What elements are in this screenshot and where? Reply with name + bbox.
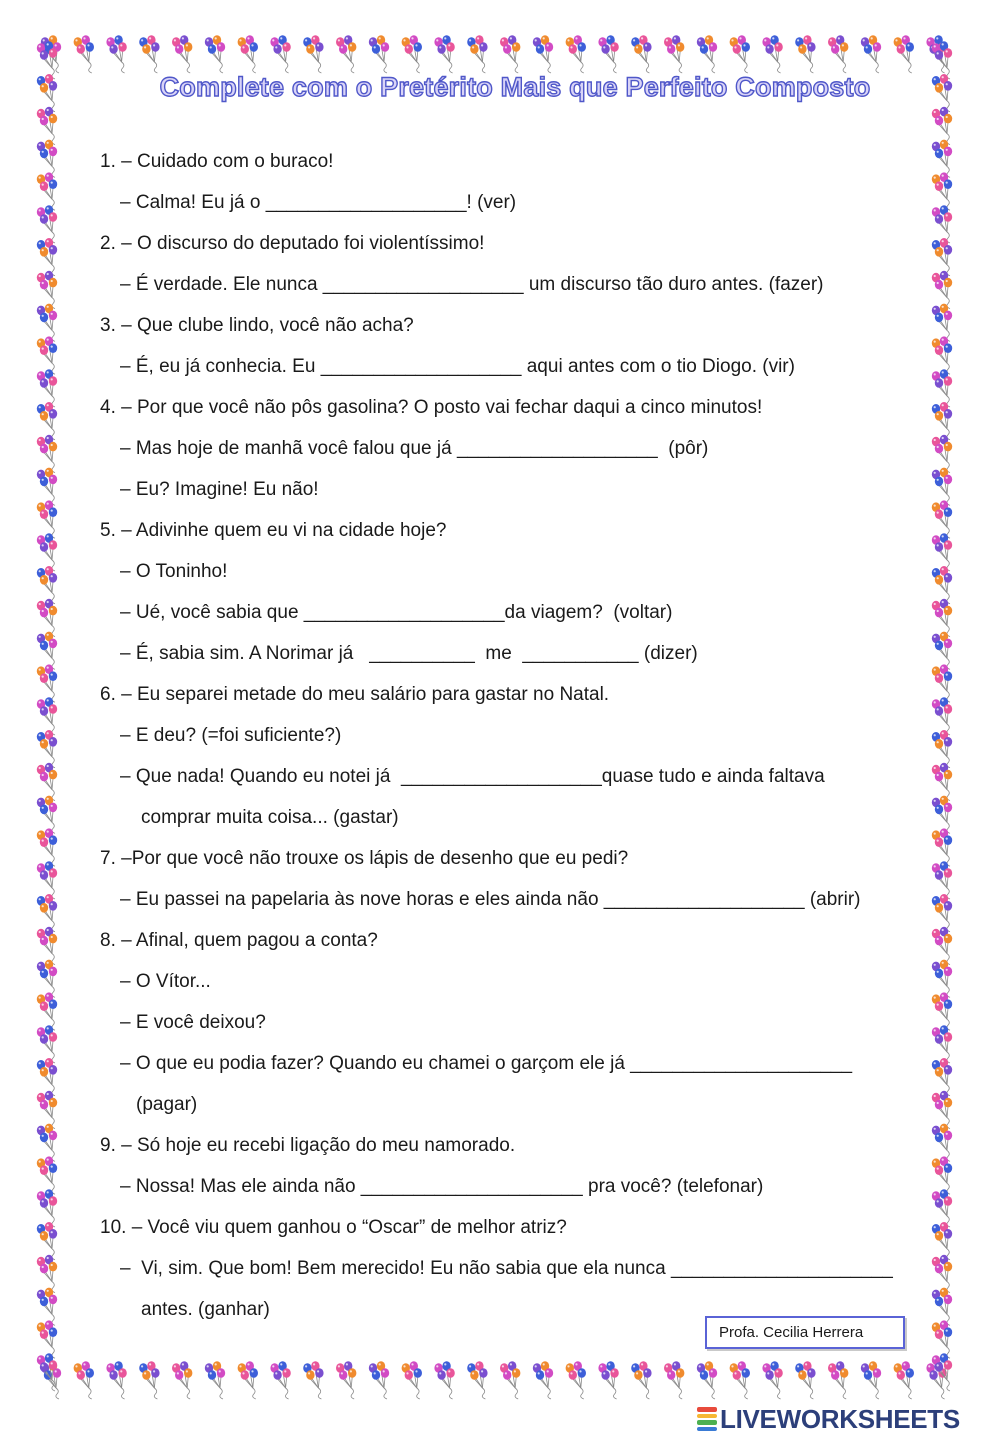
balloon-cluster-icon [932, 1025, 952, 1063]
balloon-cluster-icon [402, 35, 422, 73]
balloon-cluster-icon [303, 35, 323, 73]
balloon-cluster-icon [932, 238, 952, 276]
balloon-cluster-icon [932, 861, 952, 899]
exercise-line: – É verdade. Ele nunca ___________________ um discurso tão duro antes. (fazer) [120, 274, 824, 295]
exercise-line: – O Vítor... [120, 971, 211, 992]
balloon-border-top [36, 34, 964, 74]
balloon-cluster-icon [932, 435, 952, 473]
exercise-line: – Nossa! Mas ele ainda não _____________________ pra você? (telefonar) [120, 1176, 764, 1197]
balloon-cluster-icon [932, 369, 952, 407]
balloon-cluster-icon [270, 35, 290, 73]
balloon-cluster-icon [932, 336, 952, 374]
exercise-line: 8. – Afinal, quem pagou a conta? [100, 930, 378, 951]
balloon-cluster-icon [37, 730, 57, 768]
exercise-line: – E deu? (=foi suficiente?) [120, 725, 342, 746]
logo-bar [697, 1420, 717, 1425]
balloon-cluster-icon [37, 1288, 57, 1326]
exercise-line: 9. – Só hoje eu recebi ligação do meu namorado. [100, 1135, 516, 1156]
balloon-cluster-icon [932, 1189, 952, 1227]
exercise-line: comprar muita coisa... (gastar) [141, 807, 399, 828]
balloon-cluster-icon [172, 1361, 192, 1399]
balloon-cluster-icon [467, 35, 487, 73]
balloon-cluster-icon [37, 107, 57, 145]
balloon-cluster-icon [336, 35, 356, 73]
balloon-cluster-icon [932, 1222, 952, 1260]
balloon-cluster-icon [697, 35, 717, 73]
balloon-cluster-icon [37, 1320, 57, 1358]
exercise-line: – É, sabia sim. A Norimar já __________ me ___________ (dizer) [120, 643, 698, 664]
exercise-line: 5. – Adivinhe quem eu vi na cidade hoje? [100, 520, 447, 541]
balloon-cluster-icon [37, 238, 57, 276]
balloon-cluster-icon [894, 1361, 914, 1399]
exercise-line: – É, eu já conhecia. Eu ___________________ aqui antes com o tio Diogo. (vir) [120, 356, 795, 377]
balloon-cluster-icon [932, 1124, 952, 1162]
balloon-cluster-icon [932, 664, 952, 702]
balloon-cluster-icon [932, 271, 952, 309]
balloon-cluster-icon [37, 960, 57, 998]
worksheet-title: Complete com o Pretérito Mais que Perfeito Composto [159, 72, 871, 102]
balloon-cluster-icon [172, 35, 192, 73]
balloon-cluster-icon [37, 1222, 57, 1260]
balloon-cluster-icon [74, 35, 94, 73]
balloon-cluster-icon [932, 304, 952, 342]
balloon-cluster-icon [238, 1361, 258, 1399]
logo-bar [697, 1407, 717, 1412]
exercise-line: (pagar) [136, 1094, 198, 1115]
balloon-cluster-icon [37, 1091, 57, 1129]
balloon-cluster-icon [37, 927, 57, 965]
balloon-cluster-icon [336, 1361, 356, 1399]
balloon-cluster-icon [238, 35, 258, 73]
balloon-cluster-icon [664, 1361, 684, 1399]
balloon-border-left [30, 40, 70, 1396]
balloon-cluster-icon [932, 172, 952, 210]
balloon-cluster-icon [37, 1353, 57, 1391]
balloon-cluster-icon [37, 697, 57, 735]
balloon-cluster-icon [762, 35, 782, 73]
balloon-cluster-icon [500, 35, 520, 73]
balloon-cluster-icon [932, 828, 952, 866]
balloon-cluster-icon [37, 140, 57, 178]
balloon-cluster-icon [631, 1361, 651, 1399]
balloon-cluster-icon [37, 599, 57, 637]
balloon-cluster-icon [932, 468, 952, 506]
balloon-cluster-icon [932, 533, 952, 571]
balloon-cluster-icon [37, 992, 57, 1030]
balloon-cluster-icon [369, 1361, 389, 1399]
balloon-cluster-icon [932, 1255, 952, 1293]
balloon-cluster-icon [932, 796, 952, 834]
balloon-cluster-icon [37, 1124, 57, 1162]
balloon-cluster-icon [932, 107, 952, 145]
exercise-line: antes. (ganhar) [141, 1299, 270, 1320]
balloon-cluster-icon [664, 35, 684, 73]
balloon-cluster-icon [37, 1255, 57, 1293]
balloon-cluster-icon [932, 894, 952, 932]
balloon-cluster-icon [932, 402, 952, 440]
balloon-cluster-icon [500, 1361, 520, 1399]
balloon-cluster-icon [37, 664, 57, 702]
exercise-line: 2. – O discurso do deputado foi violentíssimo! [100, 233, 485, 254]
balloon-cluster-icon [932, 205, 952, 243]
balloon-cluster-icon [37, 304, 57, 342]
balloon-cluster-icon [205, 35, 225, 73]
balloon-cluster-icon [37, 796, 57, 834]
balloon-cluster-icon [932, 500, 952, 538]
balloon-cluster-icon [932, 566, 952, 604]
balloon-cluster-icon [932, 1288, 952, 1326]
balloon-cluster-icon [434, 1361, 454, 1399]
exercise-line: 3. – Que clube lindo, você não acha? [100, 315, 414, 336]
balloon-cluster-icon [932, 992, 952, 1030]
balloon-cluster-icon [37, 500, 57, 538]
balloon-cluster-icon [37, 632, 57, 670]
balloon-cluster-icon [139, 1361, 159, 1399]
balloon-cluster-icon [74, 1361, 94, 1399]
exercise-line: – E você deixou? [120, 1012, 266, 1033]
balloon-cluster-icon [932, 1320, 952, 1358]
balloon-cluster-icon [730, 1361, 750, 1399]
logo-icon [697, 1406, 717, 1432]
balloon-cluster-icon [270, 1361, 290, 1399]
balloon-cluster-icon [37, 468, 57, 506]
balloon-cluster-icon [932, 632, 952, 670]
balloon-cluster-icon [932, 927, 952, 965]
balloon-cluster-icon [37, 1189, 57, 1227]
balloon-cluster-icon [631, 35, 651, 73]
balloon-cluster-icon [37, 1156, 57, 1194]
exercise-line: – Eu? Imagine! Eu não! [120, 479, 319, 500]
balloon-cluster-icon [566, 35, 586, 73]
exercise-line: – O Toninho! [120, 561, 228, 582]
exercise-line: 7. –Por que você não trouxe os lápis de desenho que eu pedi? [100, 848, 629, 869]
balloon-cluster-icon [139, 35, 159, 73]
balloon-cluster-icon [303, 1361, 323, 1399]
balloon-cluster-icon [932, 599, 952, 637]
balloon-cluster-icon [932, 1156, 952, 1194]
balloon-cluster-icon [566, 1361, 586, 1399]
balloon-cluster-icon [37, 533, 57, 571]
balloon-cluster-icon [37, 861, 57, 899]
exercise-line: 6. – Eu separei metade do meu salário para gastar no Natal. [100, 684, 610, 705]
balloon-cluster-icon [106, 1361, 126, 1399]
balloon-cluster-icon [533, 35, 553, 73]
balloon-cluster-icon [205, 1361, 225, 1399]
balloon-cluster-icon [932, 1058, 952, 1096]
logo-text: LIVEWORKSHEETS [720, 1403, 960, 1434]
balloon-cluster-icon [861, 35, 881, 73]
balloon-cluster-icon [37, 1025, 57, 1063]
balloon-cluster-icon [106, 35, 126, 73]
balloon-cluster-icon [894, 35, 914, 73]
balloon-cluster-icon [37, 763, 57, 801]
exercise-line: – O que eu podia fazer? Quando eu chamei o garçom ele já _____________________ [120, 1053, 853, 1074]
balloon-cluster-icon [467, 1361, 487, 1399]
exercise-line: 10. – Você viu quem ganhou o “Oscar” de melhor atriz? [100, 1217, 567, 1238]
logo-bar [697, 1414, 717, 1419]
balloon-cluster-icon [932, 1091, 952, 1129]
balloon-cluster-icon [598, 35, 618, 73]
balloon-cluster-icon [828, 35, 848, 73]
exercise-line: – Eu passei na papelaria às nove horas e eles ainda não ___________________ (abrir) [120, 889, 861, 910]
balloon-cluster-icon [37, 336, 57, 374]
exercise-line: 4. – Por que você não pôs gasolina? O posto vai fechar daqui a cinco minutos! [100, 397, 763, 418]
balloon-cluster-icon [932, 697, 952, 735]
balloon-cluster-icon [762, 1361, 782, 1399]
balloon-cluster-icon [598, 1361, 618, 1399]
balloon-cluster-icon [402, 1361, 422, 1399]
balloon-cluster-icon [369, 35, 389, 73]
balloon-cluster-icon [932, 1353, 952, 1391]
balloon-cluster-icon [932, 140, 952, 178]
balloon-cluster-icon [37, 566, 57, 604]
author-signature-box: Profa. Cecilia Herrera [705, 1316, 905, 1349]
balloon-cluster-icon [697, 1361, 717, 1399]
exercise-line: – Vi, sim. Que bom! Bem merecido! Eu não sabia que ela nunca _____________________ [120, 1258, 893, 1279]
balloon-cluster-icon [37, 205, 57, 243]
balloon-cluster-icon [37, 894, 57, 932]
balloon-cluster-icon [795, 1361, 815, 1399]
balloon-cluster-icon [37, 172, 57, 210]
balloon-cluster-icon [861, 1361, 881, 1399]
balloon-cluster-icon [828, 1361, 848, 1399]
balloon-cluster-icon [37, 402, 57, 440]
balloon-cluster-icon [932, 960, 952, 998]
exercise-line: – Mas hoje de manhã você falou que já ___________________ (pôr) [120, 438, 709, 459]
balloon-cluster-icon [37, 828, 57, 866]
balloon-cluster-icon [37, 1058, 57, 1096]
balloon-cluster-icon [932, 763, 952, 801]
liveworksheets-logo[interactable] [697, 1405, 960, 1433]
balloon-border-bottom [36, 1360, 964, 1400]
exercise-line: – Calma! Eu já o ___________________! (ver) [120, 192, 517, 213]
balloon-cluster-icon [37, 435, 57, 473]
exercise-line: 1. – Cuidado com o buraco! [100, 151, 334, 172]
balloon-cluster-icon [37, 271, 57, 309]
balloon-cluster-icon [434, 35, 454, 73]
balloon-border-right [925, 40, 965, 1396]
balloon-cluster-icon [533, 1361, 553, 1399]
exercise-line: – Que nada! Quando eu notei já ___________________quase tudo e ainda faltava [120, 766, 825, 787]
balloon-cluster-icon [37, 369, 57, 407]
balloon-cluster-icon [795, 35, 815, 73]
logo-bar [697, 1427, 717, 1432]
balloon-cluster-icon [730, 35, 750, 73]
exercise-line: – Ué, você sabia que ___________________da viagem? (voltar) [120, 602, 673, 623]
balloon-cluster-icon [932, 730, 952, 768]
